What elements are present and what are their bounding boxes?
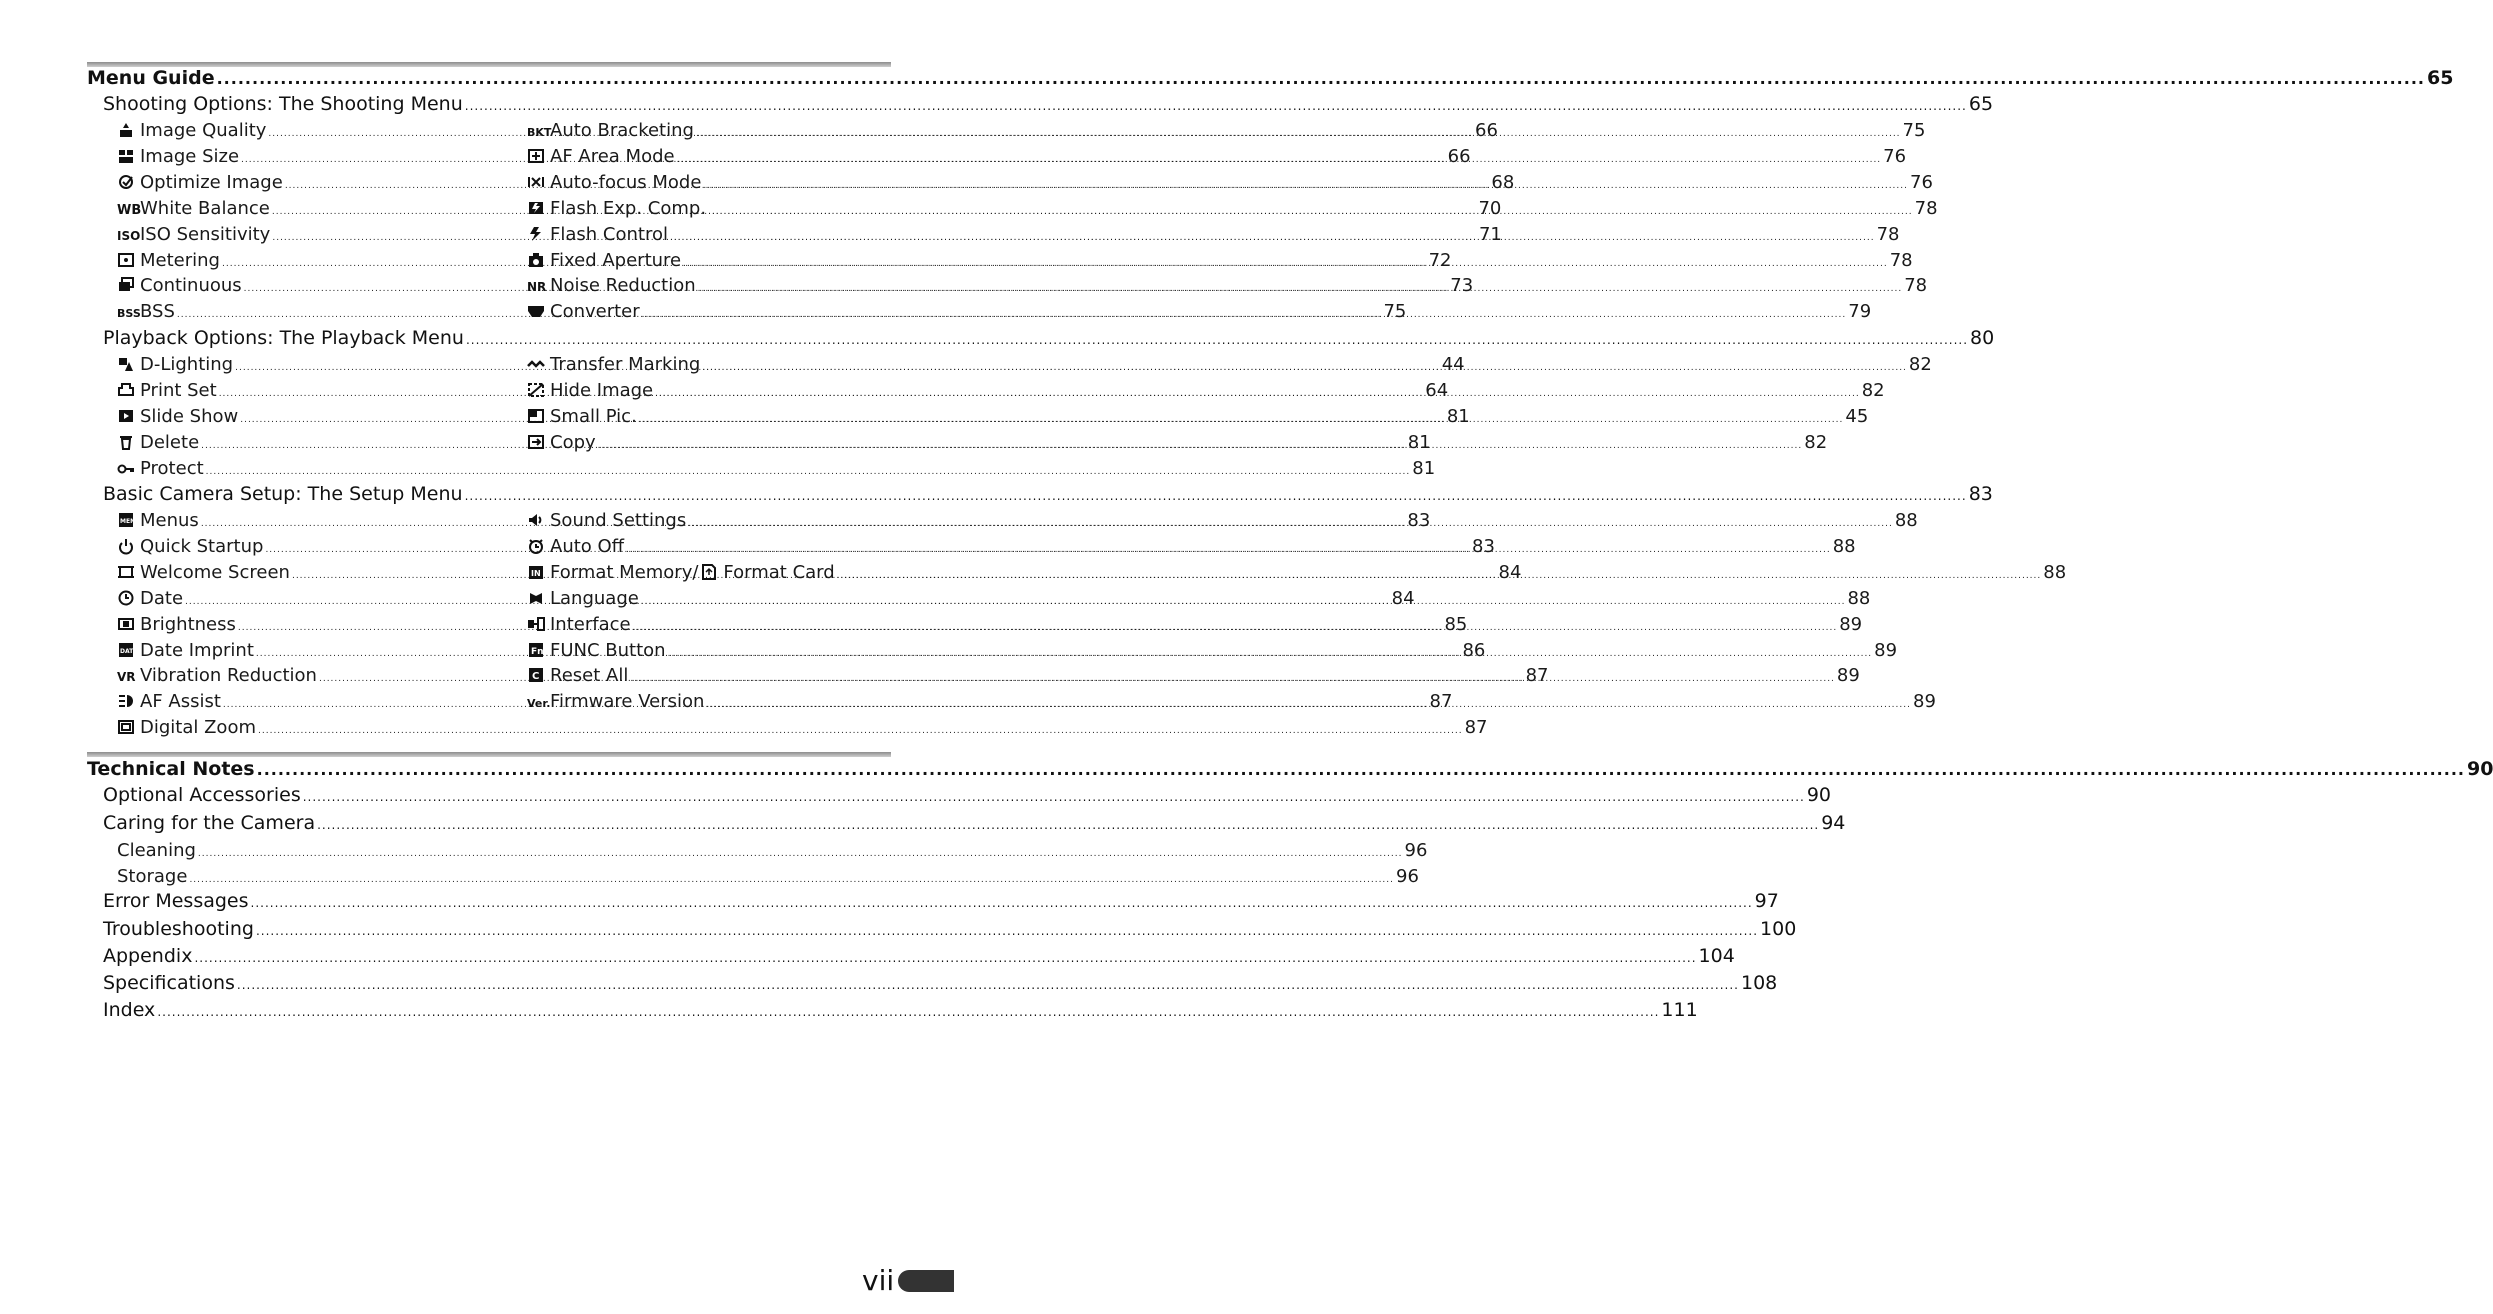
toc-item-label: Date bbox=[140, 587, 184, 609]
toc-entry-playback-menu[interactable]: Playback Options: The Playback Menu ..... 80 bbox=[103, 327, 888, 349]
toc-page-number: 76 bbox=[1910, 171, 1933, 193]
toc-item-label: D-Lighting bbox=[140, 354, 234, 375]
sound-icon bbox=[527, 512, 545, 528]
toc-page-number: 71 bbox=[1478, 223, 1502, 245]
svg-text:IN: IN bbox=[531, 568, 541, 578]
bss-icon bbox=[117, 303, 141, 321]
toc-page-number: 100 bbox=[1760, 918, 1797, 940]
toc-page-number: 87 bbox=[1464, 717, 1488, 739]
print-set-icon bbox=[117, 382, 135, 398]
digital-zoom-icon bbox=[117, 719, 135, 735]
toc-item-label: Interface bbox=[550, 613, 631, 635]
toc-page-number: 89 bbox=[1874, 639, 1898, 661]
toc-page-number: 88 bbox=[1847, 587, 1871, 609]
toc-page-number: 82 bbox=[1908, 354, 1932, 375]
image-size-icon bbox=[117, 148, 135, 164]
iso-icon bbox=[117, 226, 141, 243]
svg-text:DATE: DATE bbox=[120, 647, 138, 655]
toc-page-number: 78 bbox=[1914, 197, 1938, 219]
toc-item-label: White Balance bbox=[140, 197, 270, 219]
menus-icon bbox=[117, 512, 140, 528]
toc-entry-specifications[interactable]: Specifications ..... 108 bbox=[103, 972, 888, 994]
toc-item-label: Date Imprint bbox=[140, 639, 254, 661]
toc-item-label: Welcome Screen bbox=[140, 561, 290, 583]
transfer-icon bbox=[527, 356, 545, 372]
toc-item-label: Menus bbox=[140, 510, 199, 531]
format-card-icon bbox=[700, 564, 718, 580]
toc-page-number: 84 bbox=[1391, 587, 1415, 609]
svg-text:MENU: MENU bbox=[120, 518, 140, 525]
toc-item-label: AF Area Mode bbox=[550, 145, 675, 167]
toc-page-number: 75 bbox=[1902, 120, 1926, 141]
toc-item-label: Small Pic. bbox=[550, 405, 637, 427]
toc-entry-setup-menu[interactable]: Basic Camera Setup: The Setup Menu ..... 83 bbox=[103, 483, 888, 505]
toc-heading-menu-guide[interactable]: Menu Guide ..... 65 bbox=[87, 67, 888, 89]
toc-page-number: 83 bbox=[1472, 535, 1495, 557]
toc-page-number: 96 bbox=[1404, 840, 1428, 861]
toc-entry-cleaning[interactable]: Cleaning ..... 96 bbox=[117, 840, 888, 861]
firmware-icon bbox=[527, 693, 551, 711]
toc-entry-storage[interactable]: Storage ..... 96 bbox=[117, 866, 888, 887]
toc-page-number: 87 bbox=[1525, 665, 1549, 687]
svg-text:BSS: BSS bbox=[117, 307, 141, 321]
flash-control-icon bbox=[527, 226, 545, 242]
image-quality-icon bbox=[117, 122, 135, 138]
toc-item-label: Auto Bracketing bbox=[550, 120, 694, 141]
toc-page-number: 84 bbox=[1498, 561, 1522, 583]
toc-item-label: Vibration Reduction bbox=[140, 665, 317, 687]
toc-item-label: BSS bbox=[140, 301, 175, 323]
toc-page-number: 89 bbox=[1839, 613, 1863, 635]
vibration-reduction-icon bbox=[117, 667, 135, 683]
toc-page-number: 79 bbox=[1848, 301, 1872, 323]
toc-page-number: 108 bbox=[1741, 972, 1778, 994]
toc-page-number: 86 bbox=[1462, 639, 1486, 661]
toc-page-number: 81 bbox=[1407, 431, 1431, 453]
af-area-icon bbox=[527, 148, 545, 164]
brightness-icon bbox=[117, 616, 135, 632]
toc-item-digital-zoom[interactable] bbox=[117, 717, 1488, 739]
toc-page-number: 90 bbox=[1806, 784, 1832, 806]
toc-item-label: ISO Sensitivity bbox=[140, 223, 271, 245]
toc-heading-technical-notes[interactable]: Technical Notes ..... 90 bbox=[87, 758, 888, 780]
func-icon bbox=[527, 642, 545, 658]
svg-text:NR: NR bbox=[527, 280, 547, 295]
toc-item-label: Noise Reduction bbox=[550, 275, 696, 297]
toc-page-number: 88 bbox=[1832, 535, 1856, 557]
toc-page-number: 73 bbox=[1450, 275, 1474, 297]
toc-page-number: 66 bbox=[1447, 145, 1471, 167]
toc-page-number: 97 bbox=[1754, 890, 1779, 912]
date-icon bbox=[117, 590, 135, 606]
copy-icon bbox=[527, 434, 545, 450]
section-rule-technical bbox=[87, 752, 891, 757]
toc-item-label: Format Memory/ bbox=[550, 561, 699, 583]
toc-item-label: Sound Settings bbox=[550, 510, 687, 531]
toc-page-number: 104 bbox=[1698, 945, 1735, 967]
toc-item-label: Digital Zoom bbox=[140, 717, 256, 739]
svg-text:Ver.: Ver. bbox=[527, 697, 551, 711]
toc-page-number: 70 bbox=[1478, 197, 1502, 219]
quick-startup-icon bbox=[117, 538, 135, 554]
toc-page-number: 96 bbox=[1396, 866, 1419, 887]
svg-text:Fn: Fn bbox=[531, 646, 544, 657]
toc-page-number: 89 bbox=[1913, 691, 1936, 713]
auto-off-icon bbox=[527, 538, 545, 554]
toc-page-number: 68 bbox=[1491, 171, 1515, 193]
toc-item-label: Metering bbox=[140, 249, 220, 271]
toc-entry-index[interactable]: Index ..... 111 bbox=[103, 999, 888, 1021]
toc-page-number: 94 bbox=[1821, 812, 1846, 834]
toc-item-label: Fixed Aperture bbox=[550, 249, 682, 271]
toc-page-number: 82 bbox=[1861, 379, 1885, 401]
toc-entry-troubleshooting[interactable]: Troubleshooting ..... 100 bbox=[103, 918, 888, 940]
toc-item-label: Image Quality bbox=[140, 120, 267, 141]
delete-icon bbox=[117, 434, 135, 450]
interface-icon bbox=[527, 616, 545, 632]
toc-item-label: Image Size bbox=[140, 145, 240, 167]
toc-item-protect[interactable] bbox=[117, 457, 1436, 479]
toc-item-label: Slide Show bbox=[140, 405, 239, 427]
protect-icon bbox=[117, 460, 135, 476]
toc-item-label: Continuous bbox=[140, 275, 242, 297]
af-assist-icon bbox=[117, 693, 135, 709]
autofocus-icon bbox=[527, 174, 545, 190]
reset-icon bbox=[527, 667, 545, 683]
toc-item-label: Transfer Marking bbox=[550, 354, 701, 375]
toc-page-number: 78 bbox=[1889, 249, 1913, 271]
toc-page-number: 72 bbox=[1428, 249, 1452, 271]
toc-page-number: 44 bbox=[1441, 354, 1465, 375]
toc-item-label: Flash Control bbox=[550, 223, 668, 245]
toc-page-number: 78 bbox=[1904, 275, 1928, 297]
toc-item-label: Reset All bbox=[550, 665, 629, 687]
toc-item-label: Hide Image bbox=[550, 379, 654, 401]
toc-page-number: 76 bbox=[1883, 145, 1907, 167]
toc-page-number: 78 bbox=[1876, 223, 1900, 245]
toc-item-label: Delete bbox=[140, 431, 200, 453]
date-imprint-icon bbox=[117, 642, 138, 658]
fixed-aperture-icon bbox=[527, 252, 545, 268]
page-tab-marker bbox=[898, 1270, 954, 1292]
slide-show-icon bbox=[117, 408, 135, 424]
toc-item-label: AF Assist bbox=[140, 691, 221, 713]
metering-icon bbox=[117, 252, 135, 268]
noise-reduction-icon bbox=[527, 277, 545, 293]
toc-page-number: 88 bbox=[1894, 510, 1918, 531]
svg-text:VR: VR bbox=[117, 670, 136, 685]
small-pic-icon bbox=[527, 408, 545, 424]
toc-entry-caring-for-the-camera[interactable]: Caring for the Camera ..... 94 bbox=[103, 812, 888, 834]
toc-item-label: Print Set bbox=[140, 379, 217, 401]
svg-text:ISO: ISO bbox=[117, 228, 141, 243]
toc-page-number: 82 bbox=[1804, 431, 1828, 453]
toc-page-number: 81 bbox=[1446, 405, 1470, 427]
toc-page-number: 75 bbox=[1383, 301, 1407, 323]
toc-page-number: 85 bbox=[1444, 613, 1468, 635]
language-icon bbox=[527, 590, 545, 606]
svg-text:C: C bbox=[532, 671, 540, 683]
toc-item-label: FUNC Button bbox=[550, 639, 666, 661]
toc-item-label: Protect bbox=[140, 457, 204, 479]
toc-item-label: Firmware Version bbox=[550, 691, 705, 713]
toc-entry-error-messages[interactable]: Error Messages ..... 97 bbox=[103, 890, 888, 912]
toc-entry-shooting-menu[interactable]: Shooting Options: The Shooting Menu ..... 65 bbox=[103, 93, 888, 115]
toc-page-number: 88 bbox=[2043, 561, 2067, 583]
toc-entry-appendix[interactable]: Appendix ..... 104 bbox=[103, 945, 888, 967]
format-icon bbox=[527, 564, 545, 580]
svg-text:WB: WB bbox=[117, 202, 142, 218]
toc-item-label: Flash Exp. Comp. bbox=[550, 197, 707, 219]
toc-item-label: Format Card bbox=[723, 561, 835, 583]
toc-page-number: 81 bbox=[1412, 457, 1436, 479]
svg-text:BKT: BKT bbox=[527, 126, 552, 139]
toc-item-label: Brightness bbox=[140, 613, 236, 635]
toc-item-label: Language bbox=[550, 587, 639, 609]
white-balance-icon bbox=[117, 200, 142, 218]
welcome-screen-icon bbox=[117, 564, 135, 580]
optimize-image-icon bbox=[117, 174, 135, 190]
hide-image-icon bbox=[527, 382, 545, 398]
toc-item-label: Converter bbox=[550, 301, 640, 323]
toc-page-number: 83 bbox=[1407, 510, 1431, 531]
toc-item-label: Copy bbox=[550, 431, 596, 453]
toc-page-number: 45 bbox=[1845, 405, 1869, 427]
toc-page-number: 64 bbox=[1425, 379, 1449, 401]
toc-page-number: 66 bbox=[1475, 120, 1498, 141]
toc-item-label: Optimize Image bbox=[140, 171, 283, 193]
toc-page-number: 89 bbox=[1836, 665, 1860, 687]
toc-page-number: 87 bbox=[1429, 691, 1453, 713]
continuous-icon bbox=[117, 277, 135, 293]
flash-comp-icon bbox=[527, 200, 545, 216]
d-lighting-icon bbox=[117, 356, 135, 372]
toc-entry-optional-accessories[interactable]: Optional Accessories ..... 90 bbox=[103, 784, 888, 806]
converter-icon bbox=[527, 303, 545, 319]
toc-item-label: Auto Off bbox=[550, 535, 625, 557]
toc-item-label: Quick Startup bbox=[140, 535, 264, 557]
toc-page-number: 111 bbox=[1661, 999, 1698, 1021]
page-number: vii bbox=[862, 1264, 895, 1297]
bracketing-icon bbox=[527, 122, 552, 139]
toc-item-label: Auto-focus Mode bbox=[550, 171, 702, 193]
